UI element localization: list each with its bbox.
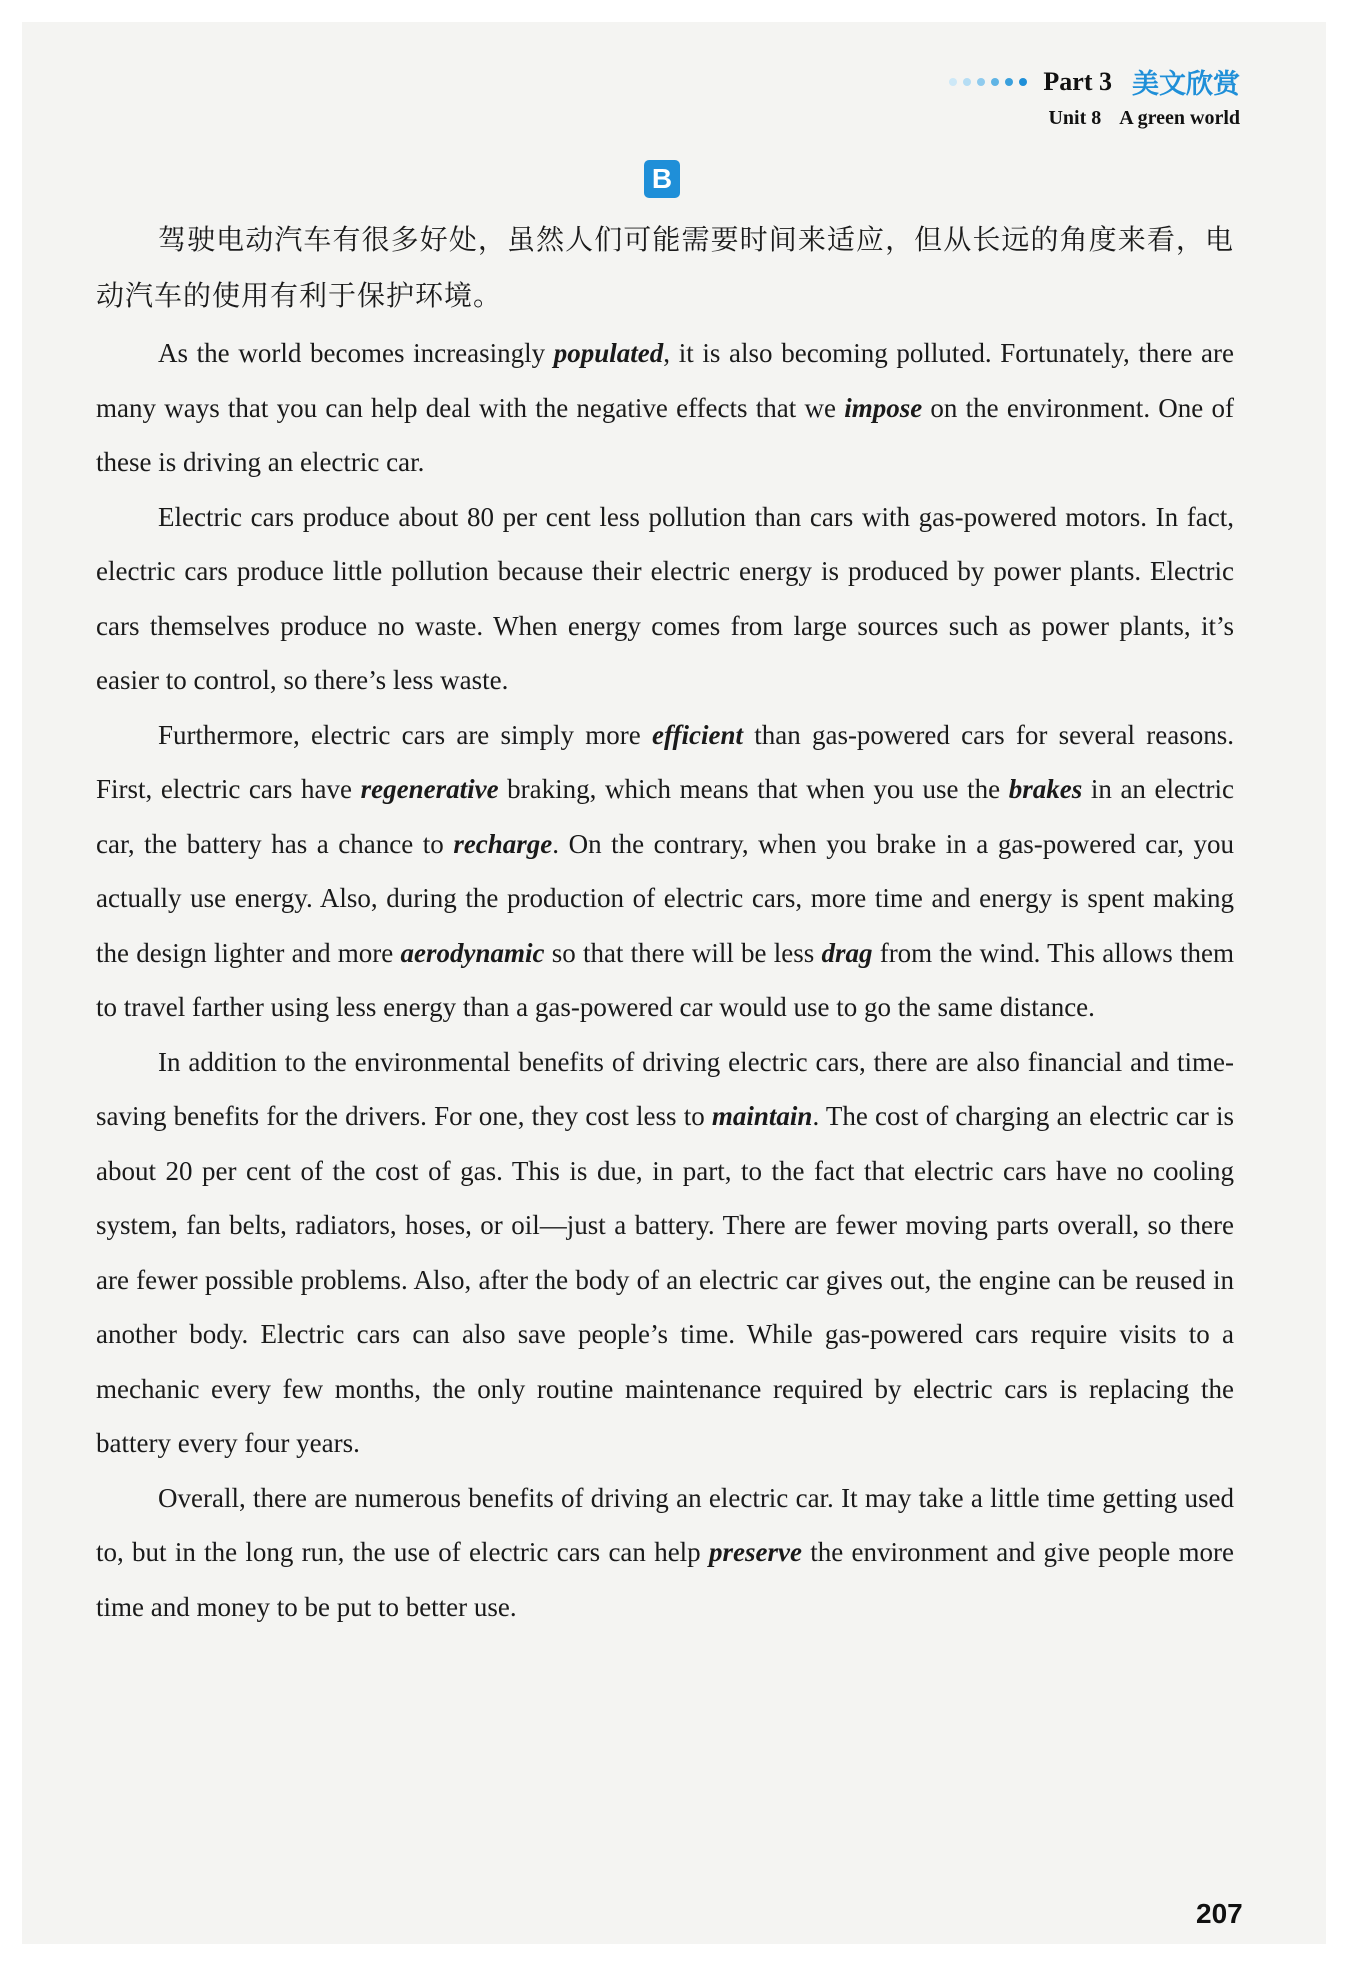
keyword: impose [844,392,923,423]
keyword: preserve [708,1537,802,1567]
header-dots-decoration [949,78,1027,86]
header-dot [977,78,985,86]
part-label: Part 3 [1043,66,1112,96]
keyword: brakes [1008,774,1083,804]
header-unit-row [949,107,1240,130]
chinese-summary: 驾驶电动汽车有很多好处，虽然人们可能需要时间来适应，但从长远的角度来看，电动汽车的使用有利于保护环境。 [96,223,1234,312]
unit-title: A green world [1119,107,1240,129]
paragraph-5: Overall, there are numerous benefits of driving an electric car. It may take a little time getting used to, but in the long run, the use of electric cars can help preserve the environment and give people more time and money to be put to better use. [96,1482,1234,1622]
paragraph-4: In addition to the environmental benefits of driving electric cars, there are also financial and time-saving benefits for the drivers. For one, they cost less to maintain. The cost of charging an electric car is about 20 per cent of the cost of gas. This is due, in part, to the fact that electric cars have no cooling system, fan belts, radiators, hoses, or oil—just a battery. There are fewer moving parts overall, so there are fewer possible problems. Also, after the body of an electric car gives out, the engine can be reused in another body. Electric cars can also save people’s time. While gas-powered cars require visits to a mechanic every few months, the only routine maintenance required by electric cars is replacing the battery every four years. [96,1046,1234,1458]
keyword: efficient [652,719,743,750]
paragraph-1: As the world becomes increasingly populated, it is also becoming polluted. Fortunately, there are many ways that you can help deal with the negative effects that we impose on the environment. One of these is driving an electric car. [96,338,1235,477]
part-title: 美文欣赏 [1132,69,1240,100]
keyword: populated [553,338,664,368]
keyword: drag [821,937,873,968]
keyword: regenerative [360,774,499,804]
header-part-row [949,62,1240,101]
header-dot [963,78,971,86]
keyword: aerodynamic [400,937,545,968]
header-dot [949,78,957,86]
header-dot [1005,78,1013,86]
header-dot [991,78,999,86]
section-badge: B [644,160,680,198]
article-body [96,212,1234,1634]
paragraph-2: Electric cars produce about 80 per cent less pollution than cars with gas-powered motors. In fact, electric cars produce little pollution because their electric energy is produced by power plants. Electric cars themselves produce no waste. When energy comes from large sources such as power plants, it’s easier to control, so there’s less waste. [96,501,1234,695]
running-header [949,62,1240,130]
keyword: recharge [453,828,553,859]
keyword: maintain [711,1101,813,1131]
paragraph-3: Furthermore, electric cars are simply more efficient than gas-powered cars for several reasons. First, electric cars have regenerative braking, which means that when you use the brakes in an electric car, the battery has a chance to recharge. On the contrary, when you brake in a gas-powered car, you actually use energy. Also, during the production of electric cars, more time and energy is spent making the design lighter and more aerodynamic so that there will be less drag from the wind. This allows them to travel farther using less energy than a gas-powered car would use to go the same distance. [96,719,1234,1022]
unit-label: Unit 8 [1048,107,1102,129]
page-number: 207 [1196,1898,1243,1929]
header-dot [1019,78,1027,86]
